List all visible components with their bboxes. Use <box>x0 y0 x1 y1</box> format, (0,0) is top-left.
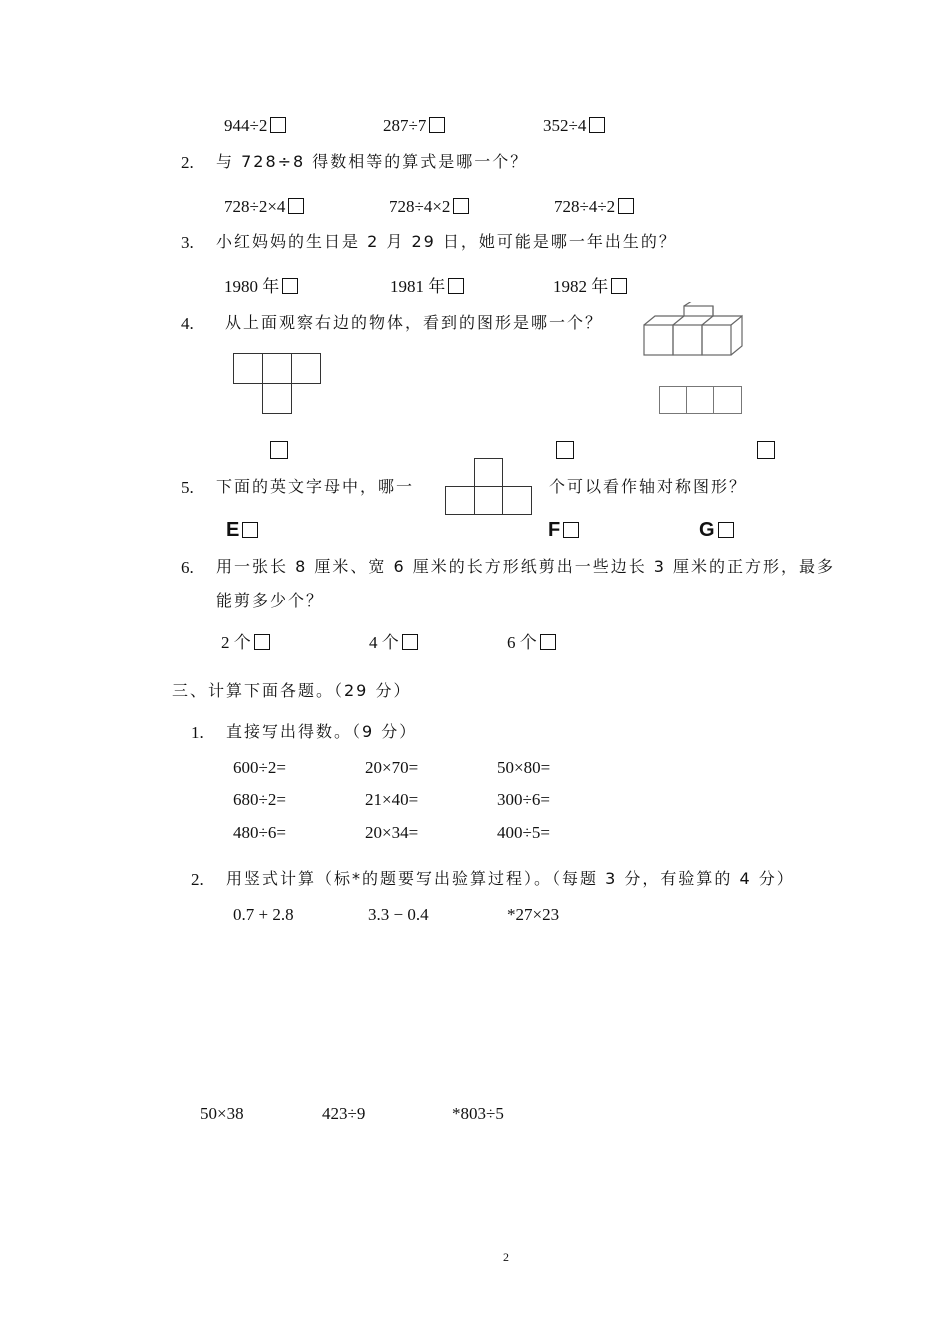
q2-number: 2. <box>181 153 194 172</box>
q2-text: 与 728÷8 得数相等的算式是哪一个？ <box>216 152 529 171</box>
q3-option-a-text: 1980 年 <box>224 277 280 296</box>
cube-stack-icon <box>638 302 748 362</box>
grid-square <box>659 386 687 414</box>
problem: 50×38 <box>200 1104 244 1123</box>
q6-option-a <box>221 634 270 651</box>
q6-line2: 能剪多少个？ <box>216 591 325 610</box>
answer-checkbox[interactable] <box>270 441 288 459</box>
q6-option-c-text: 6 个 <box>507 633 537 652</box>
q4-text: 从上面观察右边的物体，看到的图形是哪一个？ <box>225 313 604 332</box>
answer-checkbox[interactable] <box>242 522 258 538</box>
q1-option-b <box>383 117 445 134</box>
q5-option-b-letter: F <box>548 519 561 541</box>
q1-option-b-text: 287÷7 <box>383 116 427 135</box>
sub2-text: 用竖式计算（标*的题要写出验算过程）。（每题 3 分，有验算的 4 分） <box>226 869 795 888</box>
q5-option-c-letter: G <box>699 519 715 541</box>
q1-option-c-text: 352÷4 <box>543 116 587 135</box>
answer-checkbox[interactable] <box>282 278 298 294</box>
q6-option-c <box>507 634 556 651</box>
q2-option-a <box>224 198 304 215</box>
answer-checkbox[interactable] <box>611 278 627 294</box>
q6-number: 6. <box>181 558 194 577</box>
q3-option-a <box>224 278 298 295</box>
problem: 21×40= <box>365 790 419 809</box>
problem: 0.7 + 2.8 <box>233 905 294 924</box>
q5-option-b <box>548 520 579 540</box>
answer-checkbox[interactable] <box>718 522 734 538</box>
answer-checkbox[interactable] <box>563 522 579 538</box>
q2-option-c <box>554 198 634 215</box>
q2-option-b-text: 728÷4×2 <box>389 197 451 216</box>
grid-square <box>474 486 503 515</box>
q5-option-a-letter: E <box>226 519 240 541</box>
q2-option-c-text: 728÷4÷2 <box>554 197 616 216</box>
answer-checkbox[interactable] <box>429 117 445 133</box>
answer-checkbox[interactable] <box>589 117 605 133</box>
q2-option-a-text: 728÷2×4 <box>224 197 286 216</box>
sub1-number: 1. <box>191 723 204 742</box>
q6-line1: 用一张长 8 厘米、宽 6 厘米的长方形纸剪出一些边长 3 厘米的正方形，最多 <box>216 557 836 576</box>
grid-square <box>262 383 292 414</box>
q4-number: 4. <box>181 314 194 333</box>
q5-text-before: 下面的英文字母中，哪一 <box>216 477 415 496</box>
problem: 680÷2= <box>233 790 286 809</box>
q3-text: 小红妈妈的生日是 2 月 29 日，她可能是哪一年出生的？ <box>216 232 677 251</box>
q5-number: 5. <box>181 478 194 497</box>
problem: 480÷6= <box>233 823 286 842</box>
q6-option-b <box>369 634 418 651</box>
answer-checkbox[interactable] <box>618 198 634 214</box>
q6-option-a-text: 2 个 <box>221 633 251 652</box>
answer-checkbox[interactable] <box>757 441 775 459</box>
q1-option-a <box>224 117 286 134</box>
q5-option-c <box>699 520 734 540</box>
problem: 423÷9 <box>322 1104 366 1123</box>
q5-text-after: 个可以看作轴对称图形？ <box>549 477 748 496</box>
page-number: 2 <box>503 1250 509 1264</box>
sub2-number: 2. <box>191 870 204 889</box>
answer-checkbox[interactable] <box>402 634 418 650</box>
section3-title: 三、计算下面各题。（29 分） <box>172 681 412 700</box>
q3-option-b-text: 1981 年 <box>390 277 446 296</box>
grid-square <box>502 486 532 515</box>
problem: 3.3 − 0.4 <box>368 905 429 924</box>
answer-checkbox[interactable] <box>448 278 464 294</box>
answer-checkbox[interactable] <box>270 117 286 133</box>
grid-square <box>686 386 714 414</box>
q1-option-a-text: 944÷2 <box>224 116 268 135</box>
q5-option-a <box>226 520 258 540</box>
grid-square <box>474 458 503 487</box>
q6-option-b-text: 4 个 <box>369 633 399 652</box>
answer-checkbox[interactable] <box>556 441 574 459</box>
q2-option-b <box>389 198 469 215</box>
sub1-text: 直接写出得数。（9 分） <box>226 722 418 741</box>
problem: 20×70= <box>365 758 419 777</box>
problem: 50×80= <box>497 758 551 777</box>
answer-checkbox[interactable] <box>453 198 469 214</box>
problem: *803÷5 <box>452 1104 504 1123</box>
problem: *27×23 <box>507 905 560 924</box>
grid-square <box>262 353 292 384</box>
q3-option-b <box>390 278 464 295</box>
q3-option-c <box>553 278 627 295</box>
grid-square <box>291 353 321 384</box>
q3-option-c-text: 1982 年 <box>553 277 609 296</box>
grid-square <box>713 386 742 414</box>
grid-square <box>233 353 263 384</box>
answer-checkbox[interactable] <box>254 634 270 650</box>
q1-option-c <box>543 117 605 134</box>
grid-square <box>445 486 475 515</box>
problem: 300÷6= <box>497 790 550 809</box>
answer-checkbox[interactable] <box>540 634 556 650</box>
problem: 400÷5= <box>497 823 550 842</box>
q3-number: 3. <box>181 233 194 252</box>
problem: 600÷2= <box>233 758 286 777</box>
problem: 20×34= <box>365 823 419 842</box>
answer-checkbox[interactable] <box>288 198 304 214</box>
